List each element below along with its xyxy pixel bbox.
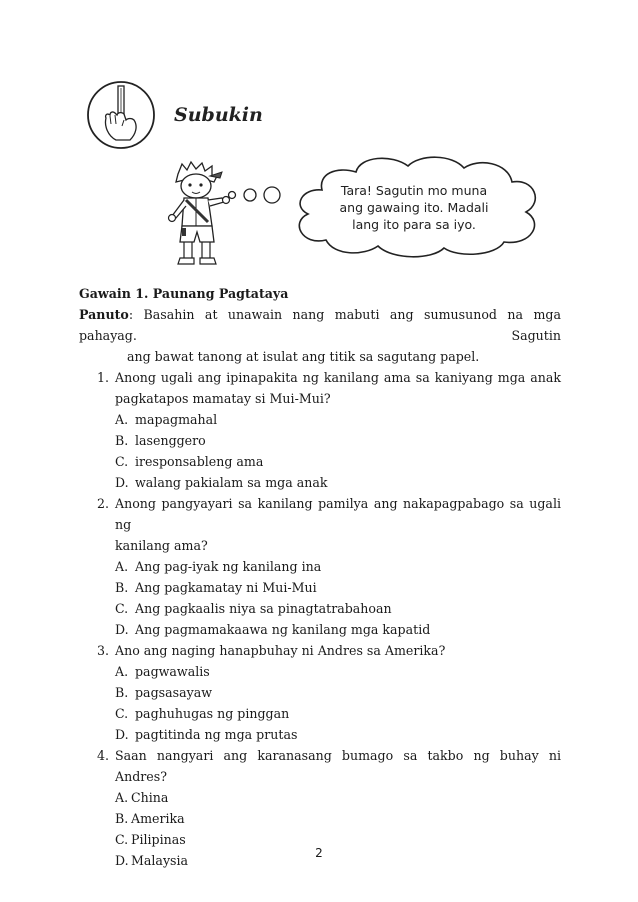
question-item [79,367,561,493]
question-text: Saan nangyari ang karanasang bumago sa takbo ng buhay ni Andres? [115,748,561,784]
choice-text: Malaysia [131,853,189,868]
choice-text: Ang pag-iyak ng kanilang ina [135,559,322,574]
choice-item [115,556,561,577]
choice-text: lasenggero [135,433,206,448]
document-body [79,283,561,871]
choice-item [115,787,561,808]
choice-text: walang pakialam sa mga anak [135,475,328,490]
choice-text: mapagmahal [135,412,218,427]
question-number: 2. [97,496,110,511]
choice-text: pagwawalis [135,664,210,679]
question-item [79,493,561,640]
choice-item [115,724,561,745]
choice-item [115,598,561,619]
choice-text: iresponsableng ama [135,454,264,469]
choice-list [79,661,561,745]
choice-text: pagtitinda ng mga prutas [135,727,298,742]
instructions-line: ang bawat tanong at isulat ang titik sa sagutang papel. [127,349,480,364]
choice-text: Amerika [131,811,185,826]
choice-letter: B. [115,685,129,700]
choice-letter: D. [115,475,129,490]
choice-letter: C. [115,601,129,616]
choice-item [115,619,561,640]
choice-text: Pilipinas [131,832,186,847]
choice-item [115,451,561,472]
speech-bubble-text [336,182,492,233]
choice-letter: B. [115,811,129,826]
page-number: 2 [315,846,323,860]
question-text-continued: pagkatapos mamatay si Mui-Mui? [115,391,331,406]
choice-item [115,682,561,703]
choice-item [115,472,561,493]
choice-item [115,430,561,451]
instructions-line: : Basahin at unawain nang mabuti ang sumusunod na mga pahayag. Sagutin [79,307,561,343]
activity-title: Gawain 1. Paunang Pagtataya [79,286,289,301]
choice-text: China [131,790,169,805]
choice-letter: A. [115,412,129,427]
choice-letter: D. [115,622,129,637]
choice-text: Ang pagkaalis niya sa pinagtatrabahoan [135,601,392,616]
question-number: 1. [97,370,110,385]
choice-letter: D. [115,853,129,868]
speech-line: ang gawaing ito. Madali [339,200,489,215]
choice-text: pagsasayaw [135,685,212,700]
speech-line: Tara! Sagutin mo muna [340,183,488,198]
choice-item [115,409,561,430]
question-text: Anong pangyayari sa kanilang pamilya ang nakapagpabago sa ugali ng [115,496,561,532]
question-number: 3. [97,643,110,658]
hand-pencil-icon [86,80,156,150]
choice-text: Ang pagkamatay ni Mui-Mui [135,580,317,595]
choice-letter: B. [115,580,129,595]
instructions [79,304,561,367]
instructions-lead: Panuto [79,307,129,322]
choice-text: paghuhugas ng pinggan [135,706,290,721]
section-title: Subukin [174,104,263,126]
choice-item [115,577,561,598]
thought-dots-icon [226,182,286,208]
speech-line: lang ito para sa iyo. [352,217,476,232]
choice-list [79,409,561,493]
question-item [79,640,561,745]
choice-letter: A. [115,664,129,679]
choice-list [79,556,561,640]
question-text: Ano ang naging hanapbuhay ni Andres sa Amerika? [115,643,446,658]
choice-item [115,808,561,829]
choice-letter: D. [115,727,129,742]
choice-item [115,661,561,682]
question-text: Anong ugali ang ipinapakita ng kanilang ama sa kaniyang mga anak [115,370,561,385]
choice-letter: A. [115,559,129,574]
choice-letter: C. [115,832,129,847]
choice-item [115,703,561,724]
choice-text: Ang pagmamakaawa ng kanilang mga kapatid [135,622,431,637]
question-number: 4. [97,748,110,763]
choice-letter: C. [115,706,129,721]
cartoon-boy-illustration [160,160,240,270]
question-text-continued: kanilang ama? [115,538,208,553]
choice-letter: C. [115,454,129,469]
choice-letter: B. [115,433,129,448]
choice-letter: A. [115,790,129,805]
